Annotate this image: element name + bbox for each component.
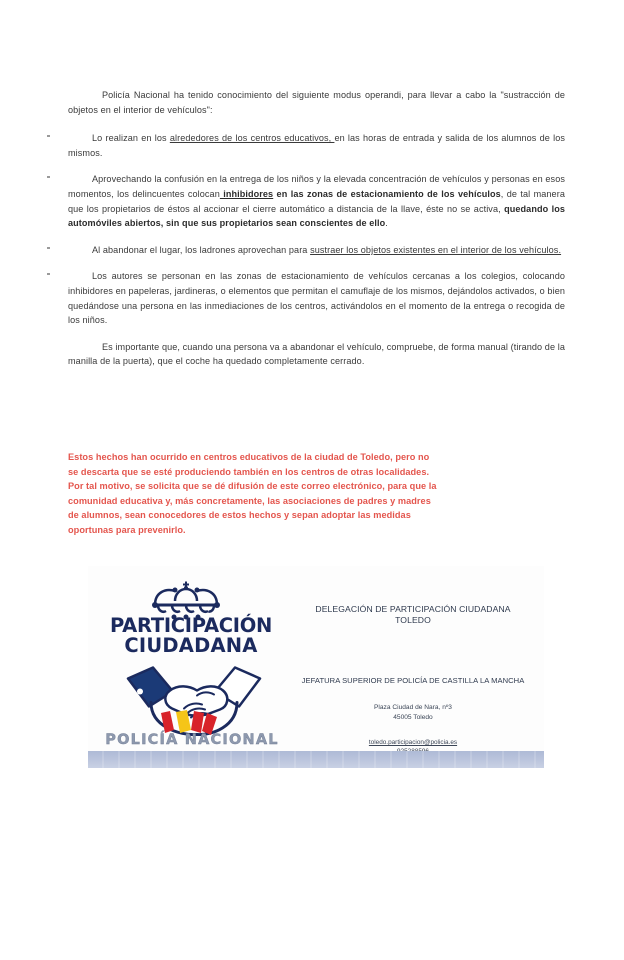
logo-title-line2: CIUDADANA: [124, 634, 258, 657]
address-block: [284, 703, 542, 722]
alert-line: se descarta que se esté produciendo también en los centros de otras localidades.: [68, 466, 430, 477]
closing-note-text: Es importante que, cuando una persona va a abandonar el vehículo, compruebe, de forma manual (tirando de la manilla de la puerta), que el coche ha quedado completamente cerrado.: [68, 341, 565, 367]
bullet-1-underlined: alrededores de los centros educativos,: [169, 133, 335, 144]
bullet-3-underlined: sustraer los objetos existentes en el interior de los vehículos.: [310, 244, 562, 255]
banner-content: [88, 566, 544, 751]
delegation-title: [284, 604, 542, 626]
intro-paragraph: [45, 88, 565, 117]
bullet-4-text: Los autores se personan en las zonas de estacionamiento de vehículos cercanas a los colegios, colocando inhibidores en papeleras, jardineras, o elementos que permitan el camuflaje de los mismos, dejándolos activados, o bien quedándose una persona en las inmediaciones de los centros, activándolos en el momento de la entrega o recogida de los niños.: [68, 271, 565, 326]
participacion-ciudadana-logo: [96, 572, 286, 752]
delegation-line2: TOLEDO: [395, 615, 431, 625]
address-city: 45005 Toledo: [393, 713, 433, 721]
bullet-item-2: [45, 172, 565, 230]
alert-paragraph: [68, 450, 563, 537]
bullet-3-lead: Al abandonar el lugar, los ladrones aprovechan para: [92, 244, 311, 255]
headquarters-line: JEFATURA SUPERIOR DE POLICÍA DE CASTILLA LA MANCHA: [301, 676, 525, 685]
bullet-2-bold-quedando: quedando los automóviles abiertos, sin que sus propietarios sean conscientes de ello: [68, 203, 566, 229]
document-body: [45, 88, 565, 381]
bullet-2-part3: .: [385, 218, 388, 229]
banner-text-column: [284, 566, 542, 751]
bullet-2-emphasis-inhibidores: inhibidores: [219, 188, 274, 199]
bullet-2-bold-zonas: en las zonas de estacionamiento de los vehículos: [273, 188, 501, 199]
bullet-2-part2: , de tal manera que los propietarios de éstos al accionar el cierre automático a distancia de la llave, éste no se activa,: [68, 188, 565, 214]
bullet-2-part1: Aprovechando la confusión en la entrega de los niños y la elevada concentración de vehículos y personas en esos momentos, los delincuentes colocan: [68, 174, 565, 199]
signature-banner: [88, 566, 544, 768]
bullet-item-4: [45, 269, 565, 327]
alert-line: Estos hechos han ocurrido en centros educativos de la ciudad de Toledo, pero no: [68, 452, 430, 462]
banner-bottom-bar: [88, 751, 544, 768]
bullet-item-3: [45, 243, 565, 258]
delegation-line1: DELEGACIÓN DE PARTICIPACIÓN CIUDADANA: [315, 604, 511, 614]
bullet-marker-icon: [47, 176, 50, 178]
logo-title-line1: PARTICIPACIÓN: [109, 614, 272, 637]
bullet-item-1: [45, 131, 565, 160]
alert-line: comunidad educativa y, más concretamente, las asociaciones de padres y madres: [68, 495, 431, 506]
bullet-marker-icon: [47, 247, 50, 249]
bullet-1-lead: Lo realizan en los: [92, 133, 170, 144]
logo-title: [96, 616, 286, 656]
intro-text: Policía Nacional ha tenido conocimiento del siguiente modus operandi, para llevar a cabo la "sustracción de objetos en el interior de vehículos":: [68, 90, 565, 115]
policia-nacional-text: POLICÍA NACIONAL: [105, 732, 279, 748]
contact-email[interactable]: toledo.participacion@policia.es: [368, 739, 458, 746]
closing-note-paragraph: [45, 340, 565, 369]
alert-line: Por tal motivo, se solicita que se dé difusión de este correo electrónico, para que la: [68, 481, 437, 491]
bullet-1-tail: en las horas de entrada y salida de los alumnos de los mismos.: [68, 133, 565, 158]
address-street: Plaza Ciudad de Nara, nº3: [374, 704, 452, 711]
alert-line: de alumnos, sean conocedores de estos hechos y sepan adoptar las medidas: [68, 510, 411, 520]
bullet-marker-icon: [47, 135, 50, 137]
alert-line: oportunas para prevenirlo.: [68, 524, 186, 535]
bullet-marker-icon: [47, 273, 50, 275]
